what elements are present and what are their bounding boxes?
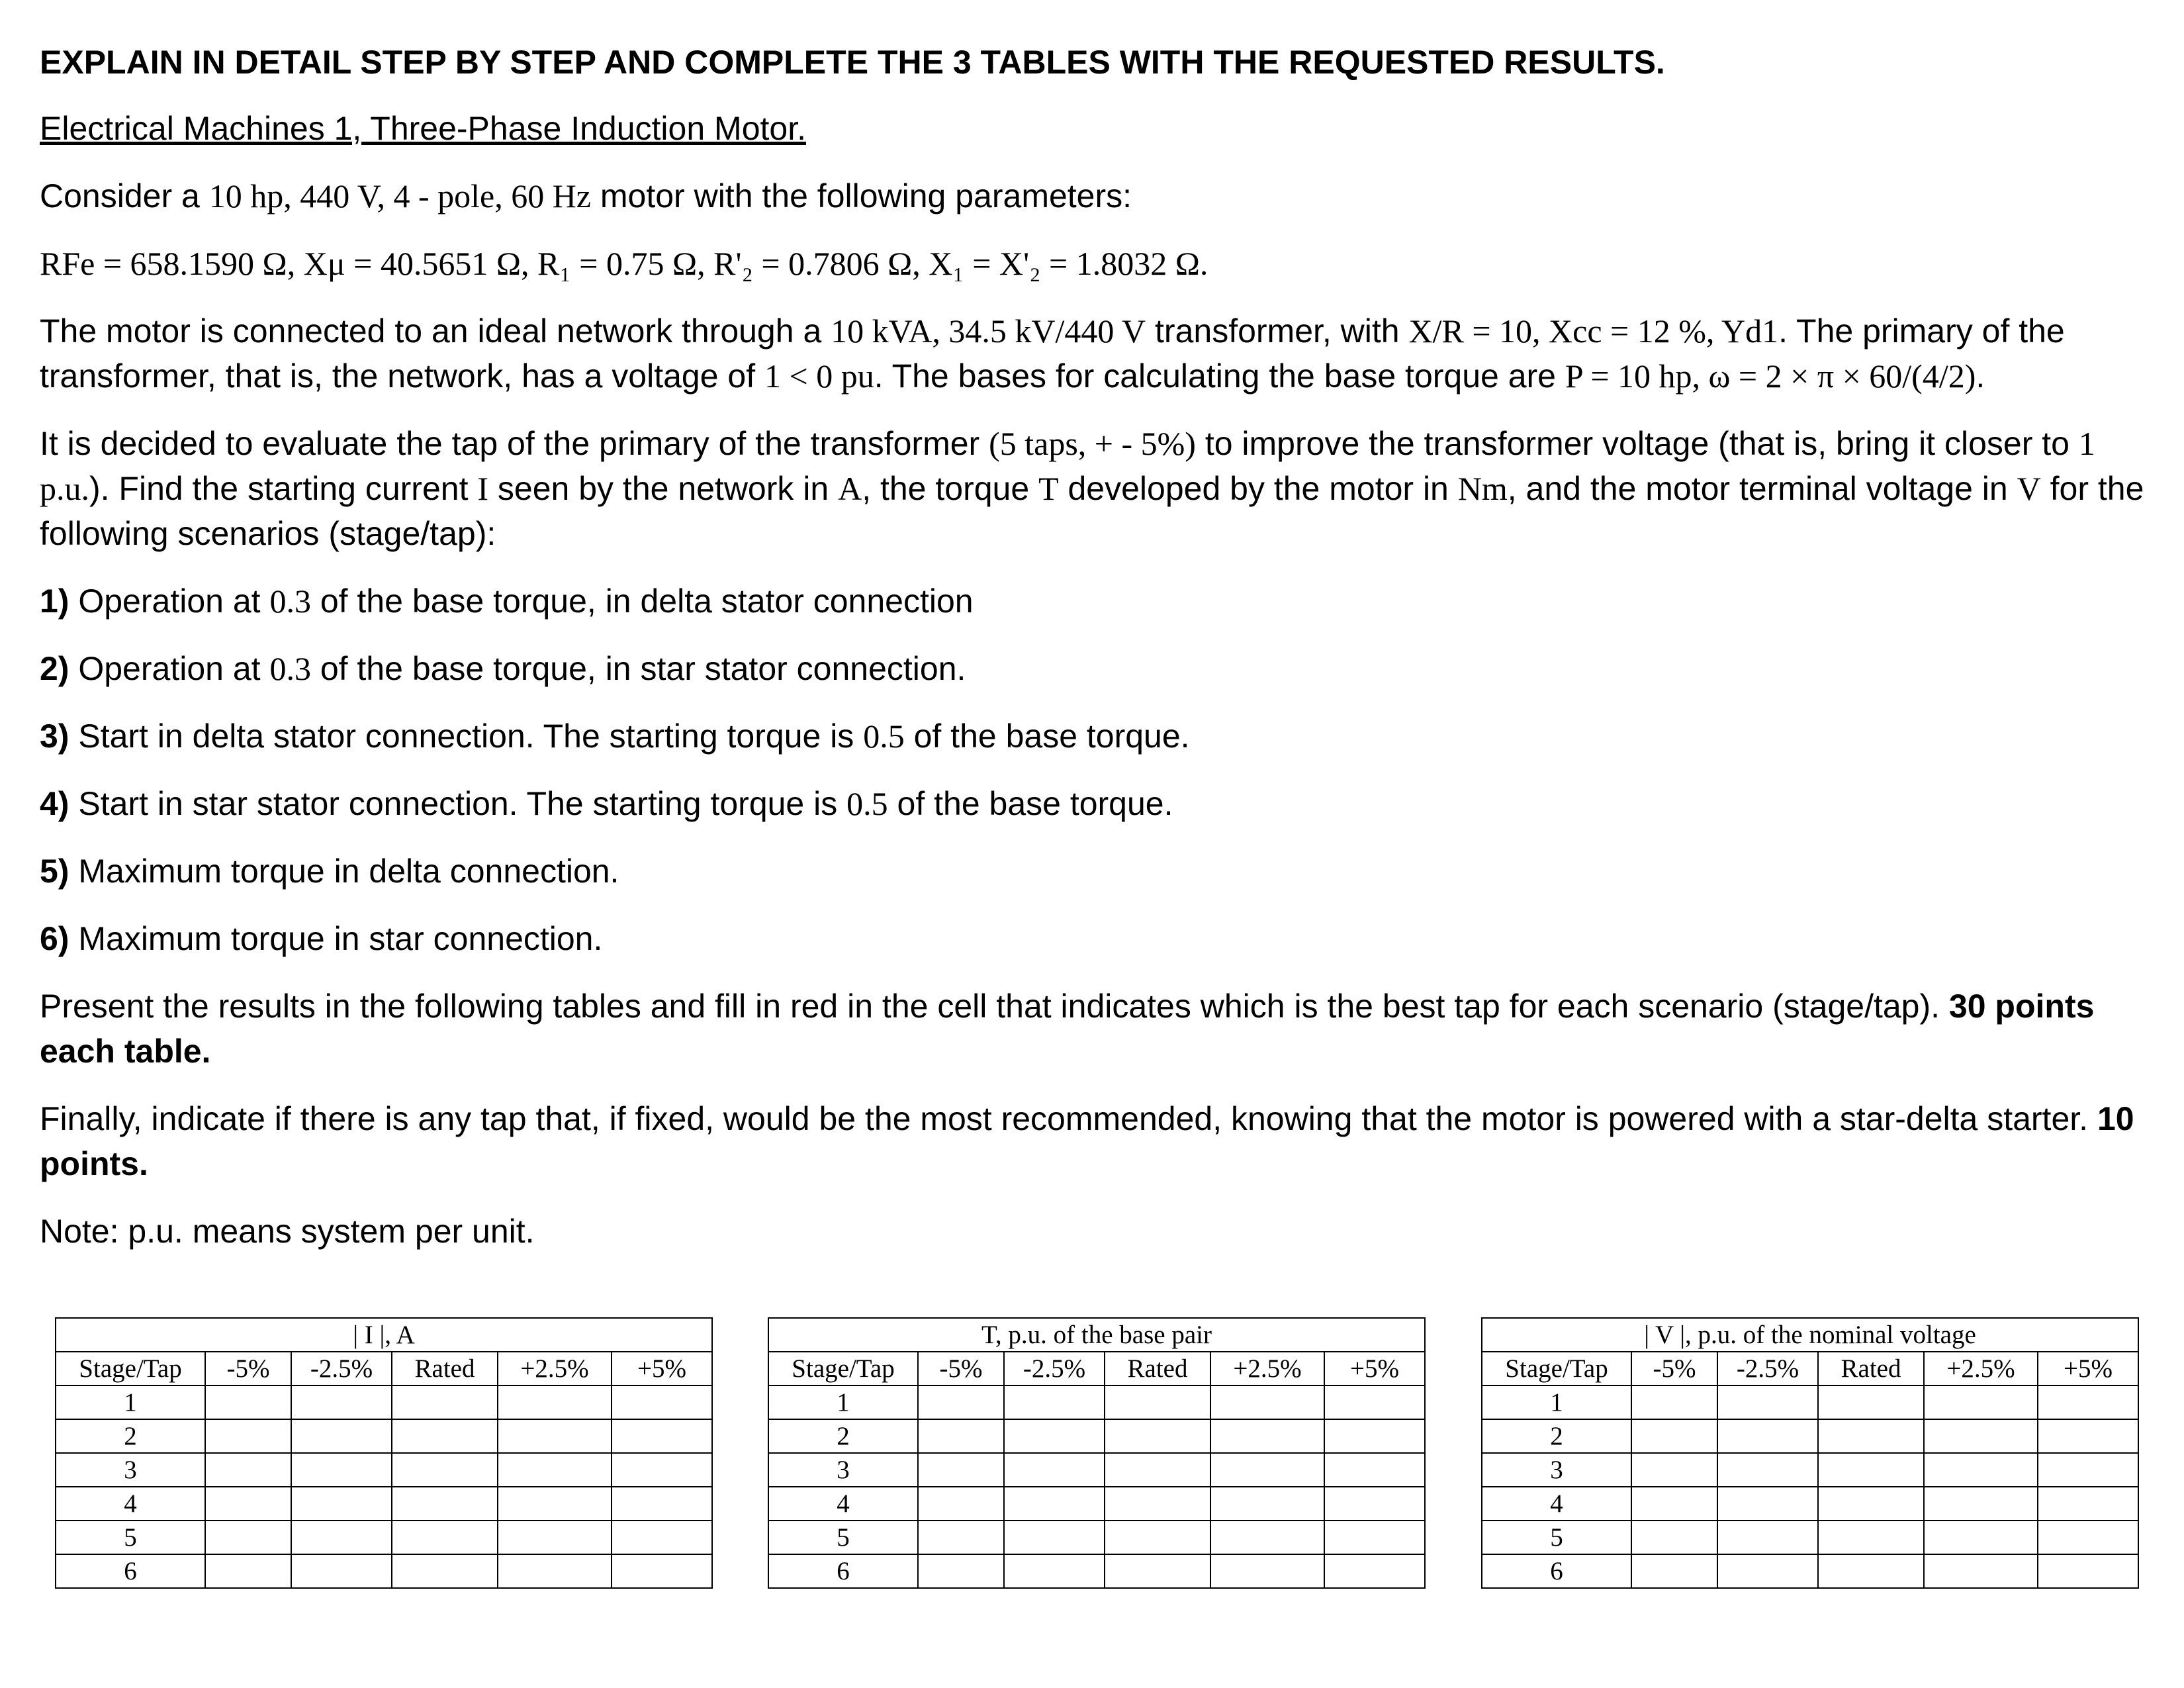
voltage-result-cell[interactable]	[1717, 1419, 1818, 1453]
stage-label: 1	[1482, 1385, 1631, 1419]
network-text-1: The motor is connected to an ideal network through a	[40, 312, 831, 350]
current-result-cell[interactable]	[291, 1487, 392, 1521]
torque-result-cell[interactable]	[1324, 1521, 1425, 1554]
current-result-cell[interactable]	[205, 1453, 291, 1487]
current-column-header: +2.5%	[498, 1352, 612, 1385]
current-result-cell[interactable]	[498, 1385, 612, 1419]
current-result-cell[interactable]	[291, 1385, 392, 1419]
tap-target: 1 p.u.	[40, 425, 2095, 507]
torque-result-cell[interactable]	[1004, 1453, 1105, 1487]
current-result-cell[interactable]	[612, 1521, 712, 1554]
stage-label: 2	[1482, 1419, 1631, 1453]
scenario-text-end: of the base torque, in star stator connection.	[310, 650, 966, 687]
torque-result-cell[interactable]	[1105, 1554, 1210, 1588]
final-text: Finally, indicate if there is any tap that, if fixed, would be the most recommended, knowing that the motor is powered with a star-delta starter.	[40, 1100, 2097, 1137]
motor-parameters: RFe = 658.1590 Ω, Xμ = 40.5651 Ω, R₁ = 0.75 Ω, R'₂ = 0.7806 Ω, X₁ = X'₂ = 1.8032 Ω.	[40, 245, 1208, 282]
torque-column-header: +5%	[1324, 1352, 1425, 1385]
torque-result-cell[interactable]	[918, 1554, 1004, 1588]
torque-result-cell[interactable]	[1324, 1453, 1425, 1487]
current-result-cell[interactable]	[612, 1453, 712, 1487]
torque-result-cell[interactable]	[1105, 1385, 1210, 1419]
torque-result-cell[interactable]	[1004, 1521, 1105, 1554]
stage-label: 4	[56, 1487, 205, 1521]
voltage-result-cell[interactable]	[2038, 1419, 2138, 1453]
torque-result-cell[interactable]	[918, 1487, 1004, 1521]
current-result-cell[interactable]	[392, 1385, 498, 1419]
stage-label: 6	[1482, 1554, 1631, 1588]
scenario-4	[40, 781, 2154, 826]
voltage-result-cell[interactable]	[2038, 1554, 2138, 1588]
torque-result-cell[interactable]	[918, 1521, 1004, 1554]
scenario-number: 6)	[40, 920, 69, 957]
note: Note: p.u. means system per unit.	[40, 1213, 535, 1250]
network-text-4: . The bases for calculating the base torque are	[874, 357, 1565, 395]
unit-amp: A	[838, 470, 862, 507]
voltage-result-cell[interactable]	[1717, 1521, 1818, 1554]
stage-label: 1	[768, 1385, 918, 1419]
stage-label: 6	[768, 1554, 918, 1588]
network-text-3: . The primary of the transformer, that is, the network, has a voltage of	[40, 312, 2065, 395]
current-result-cell[interactable]	[205, 1419, 291, 1453]
voltage-result-cell[interactable]	[1924, 1521, 2038, 1554]
current-column-header: Stage/Tap	[56, 1352, 205, 1385]
present-points: 30 points each table.	[40, 988, 2095, 1070]
voltage-column-header: Stage/Tap	[1482, 1352, 1631, 1385]
unit-nm: Nm	[1457, 470, 1508, 507]
table-row	[1482, 1521, 2138, 1554]
stage-label: 4	[1482, 1487, 1631, 1521]
current-result-cell[interactable]	[392, 1554, 498, 1588]
document-page	[40, 40, 2154, 1254]
voltage-result-cell[interactable]	[1818, 1487, 1924, 1521]
torque-result-cell[interactable]	[918, 1453, 1004, 1487]
torque-result-cell[interactable]	[1105, 1453, 1210, 1487]
voltage-result-cell[interactable]	[2038, 1453, 2138, 1487]
scenario-text: Operation at	[69, 650, 270, 687]
table-row	[1482, 1554, 2138, 1588]
current-result-cell[interactable]	[291, 1419, 392, 1453]
voltage-result-cell[interactable]	[1717, 1385, 1818, 1419]
current-result-cell[interactable]	[498, 1521, 612, 1554]
scenario-6	[40, 916, 2154, 961]
present-text: Present the results in the following tables and fill in red in the cell that indicates which is the best tap for each scenario (stage/tap).	[40, 988, 1949, 1025]
torque-column-header: -2.5%	[1004, 1352, 1105, 1385]
voltage-result-cell[interactable]	[1924, 1385, 2038, 1419]
transformer-params: X/R = 10, Xcc = 12 %, Yd1	[1408, 312, 1779, 350]
table-row	[1482, 1385, 2138, 1419]
table-row	[768, 1487, 1425, 1521]
tap-text-2: to improve the transformer voltage (that is, bring it closer to	[1195, 425, 2079, 462]
base-torque-bases: P = 10 hp, ω = 2 × π × 60/(4/2)	[1565, 357, 1976, 395]
table-row	[56, 1419, 712, 1453]
current-result-cell[interactable]	[498, 1487, 612, 1521]
scenario-text-end: of the base torque.	[904, 718, 1190, 755]
network-text-2: transformer, with	[1146, 312, 1409, 350]
scenario-text: Start in delta stator connection. The starting torque is	[69, 718, 864, 755]
scenario-number: 4)	[40, 785, 69, 822]
torque-result-cell[interactable]	[1324, 1554, 1425, 1588]
symbol-current: I	[477, 470, 489, 507]
torque-column-header: +2.5%	[1210, 1352, 1324, 1385]
stage-label: 5	[56, 1521, 205, 1554]
table-row	[56, 1385, 712, 1419]
scenario-text: Start in star stator connection. The starting torque is	[69, 785, 847, 822]
current-result-cell[interactable]	[392, 1521, 498, 1554]
torque-column-header: Stage/Tap	[768, 1352, 918, 1385]
torque-table	[768, 1317, 1426, 1589]
voltage-column-header: Rated	[1818, 1352, 1924, 1385]
stage-label: 2	[768, 1419, 918, 1453]
voltage-result-cell[interactable]	[1924, 1453, 2038, 1487]
current-result-cell[interactable]	[612, 1554, 712, 1588]
voltage-result-cell[interactable]	[2038, 1385, 2138, 1419]
course-subtitle: Electrical Machines 1, Three-Phase Induction Motor.	[40, 110, 806, 147]
current-result-cell[interactable]	[205, 1554, 291, 1588]
current-column-header: -5%	[205, 1352, 291, 1385]
tap-paragraph	[40, 421, 2154, 556]
stage-label: 2	[56, 1419, 205, 1453]
voltage-result-cell[interactable]	[2038, 1487, 2138, 1521]
scenario-text: Maximum torque in star connection.	[69, 920, 603, 957]
scenario-text-end: of the base torque, in delta stator connection	[310, 583, 974, 620]
stage-label: 3	[768, 1453, 918, 1487]
torque-column-header: -5%	[918, 1352, 1004, 1385]
torque-column-header: Rated	[1105, 1352, 1210, 1385]
torque-result-cell[interactable]	[1210, 1554, 1324, 1588]
current-result-cell[interactable]	[205, 1521, 291, 1554]
tap-text-5: , the torque	[862, 470, 1039, 507]
torque-result-cell[interactable]	[1105, 1521, 1210, 1554]
tap-text-7: , and the motor terminal voltage in	[1507, 470, 2017, 507]
current-column-header: Rated	[392, 1352, 498, 1385]
torque-result-cell[interactable]	[1004, 1385, 1105, 1419]
current-table	[55, 1317, 713, 1589]
voltage-column-header: +2.5%	[1924, 1352, 2038, 1385]
torque-result-cell[interactable]	[1210, 1385, 1324, 1419]
tap-text-1: It is decided to evaluate the tap of the primary of the transformer	[40, 425, 989, 462]
stage-label: 3	[1482, 1453, 1631, 1487]
current-result-cell[interactable]	[612, 1385, 712, 1419]
scenario-number: 5)	[40, 853, 69, 890]
current-caption: | I |, A	[56, 1318, 712, 1352]
voltage-result-cell[interactable]	[1924, 1487, 2038, 1521]
scenario-3	[40, 714, 2154, 759]
current-result-cell[interactable]	[392, 1487, 498, 1521]
present-instructions	[40, 984, 2154, 1074]
voltage-column-header: +5%	[2038, 1352, 2138, 1385]
tap-range: (5 taps, + - 5%)	[989, 425, 1196, 462]
voltage-result-cell[interactable]	[2038, 1521, 2138, 1554]
voltage-result-cell[interactable]	[1818, 1554, 1924, 1588]
voltage-result-cell[interactable]	[1924, 1554, 2038, 1588]
scenario-1	[40, 579, 2154, 624]
intro-text-end: motor with the following parameters:	[591, 177, 1132, 214]
torque-result-cell[interactable]	[1210, 1521, 1324, 1554]
scenario-value: 0.3	[269, 583, 311, 620]
tap-text-8: for the following scenarios (stage/tap):	[40, 470, 2144, 552]
unit-volt: V	[2017, 470, 2041, 507]
results-tables	[0, 1317, 2184, 1595]
scenario-number: 1)	[40, 583, 69, 620]
current-result-cell[interactable]	[498, 1419, 612, 1453]
current-column-header: +5%	[612, 1352, 712, 1385]
current-result-cell[interactable]	[291, 1554, 392, 1588]
tap-text-3: ). Find the starting current	[89, 470, 478, 507]
voltage-result-cell[interactable]	[1818, 1419, 1924, 1453]
voltage-result-cell[interactable]	[1924, 1419, 2038, 1453]
voltage-result-cell[interactable]	[1631, 1554, 1717, 1588]
current-result-cell[interactable]	[392, 1419, 498, 1453]
torque-result-cell[interactable]	[1105, 1419, 1210, 1453]
voltage-result-cell[interactable]	[1631, 1419, 1717, 1453]
tap-text-4: seen by the network in	[488, 470, 839, 507]
scenario-2	[40, 646, 2154, 691]
torque-result-cell[interactable]	[1004, 1554, 1105, 1588]
torque-result-cell[interactable]	[1324, 1385, 1425, 1419]
table-row	[768, 1419, 1425, 1453]
table-row	[768, 1554, 1425, 1588]
torque-result-cell[interactable]	[1004, 1487, 1105, 1521]
voltage-column-header: -2.5%	[1717, 1352, 1818, 1385]
voltage-result-cell[interactable]	[1717, 1554, 1818, 1588]
torque-result-cell[interactable]	[918, 1385, 1004, 1419]
torque-caption: T, p.u. of the base pair	[768, 1318, 1425, 1352]
current-result-cell[interactable]	[205, 1487, 291, 1521]
current-result-cell[interactable]	[498, 1554, 612, 1588]
voltage-result-cell[interactable]	[1631, 1453, 1717, 1487]
torque-result-cell[interactable]	[1004, 1419, 1105, 1453]
transformer-rating: 10 kVA, 34.5 kV/440 V	[831, 312, 1146, 350]
table-row	[56, 1521, 712, 1554]
motor-intro	[40, 173, 2154, 218]
scenario-number: 3)	[40, 718, 69, 755]
table-row	[768, 1521, 1425, 1554]
torque-result-cell[interactable]	[1324, 1419, 1425, 1453]
table-row	[1482, 1487, 2138, 1521]
voltage-result-cell[interactable]	[1818, 1385, 1924, 1419]
scenario-text: Operation at	[69, 583, 270, 620]
scenario-number: 2)	[40, 650, 69, 687]
final-points: 10 points.	[40, 1100, 2134, 1182]
stage-label: 5	[1482, 1521, 1631, 1554]
current-result-cell[interactable]	[205, 1385, 291, 1419]
symbol-torque: T	[1038, 470, 1059, 507]
scenario-value: 0.5	[846, 785, 888, 822]
tap-text-6: developed by the motor in	[1058, 470, 1458, 507]
scenario-value: 0.5	[863, 718, 905, 755]
torque-result-cell[interactable]	[918, 1419, 1004, 1453]
current-column-header: -2.5%	[291, 1352, 392, 1385]
voltage-result-cell[interactable]	[1717, 1453, 1818, 1487]
network-voltage: 1 < 0 pu	[764, 357, 874, 395]
network-paragraph	[40, 308, 2154, 399]
table-row	[1482, 1419, 2138, 1453]
voltage-result-cell[interactable]	[1631, 1385, 1717, 1419]
current-result-cell[interactable]	[612, 1419, 712, 1453]
intro-text: Consider a	[40, 177, 209, 214]
voltage-caption: | V |, p.u. of the nominal voltage	[1482, 1318, 2138, 1352]
voltage-result-cell[interactable]	[1818, 1453, 1924, 1487]
voltage-table	[1481, 1317, 2139, 1589]
network-text-5: .	[1976, 357, 1985, 395]
current-result-cell[interactable]	[392, 1453, 498, 1487]
stage-label: 5	[768, 1521, 918, 1554]
voltage-result-cell[interactable]	[1818, 1521, 1924, 1554]
scenario-text: Maximum torque in delta connection.	[69, 853, 619, 890]
table-row	[768, 1453, 1425, 1487]
table-row	[768, 1385, 1425, 1419]
scenario-value: 0.3	[269, 650, 311, 687]
torque-result-cell[interactable]	[1210, 1453, 1324, 1487]
table-row	[56, 1487, 712, 1521]
current-result-cell[interactable]	[291, 1453, 392, 1487]
table-row	[56, 1554, 712, 1588]
stage-label: 6	[56, 1554, 205, 1588]
final-instructions	[40, 1096, 2154, 1186]
voltage-result-cell[interactable]	[1631, 1521, 1717, 1554]
torque-result-cell[interactable]	[1324, 1487, 1425, 1521]
scenario-text-end: of the base torque.	[887, 785, 1173, 822]
voltage-column-header: -5%	[1631, 1352, 1717, 1385]
stage-label: 4	[768, 1487, 918, 1521]
motor-rating: 10 hp, 440 V, 4 - pole, 60 Hz	[208, 177, 591, 214]
table-row	[56, 1453, 712, 1487]
stage-label: 3	[56, 1453, 205, 1487]
current-result-cell[interactable]	[612, 1487, 712, 1521]
table-row	[1482, 1453, 2138, 1487]
torque-result-cell[interactable]	[1210, 1419, 1324, 1453]
voltage-result-cell[interactable]	[1631, 1487, 1717, 1521]
assignment-title: EXPLAIN IN DETAIL STEP BY STEP AND COMPLETE THE 3 TABLES WITH THE REQUESTED RESULTS.	[40, 44, 1665, 81]
scenario-5	[40, 849, 2154, 894]
current-result-cell[interactable]	[291, 1521, 392, 1554]
stage-label: 1	[56, 1385, 205, 1419]
voltage-result-cell[interactable]	[1717, 1487, 1818, 1521]
current-result-cell[interactable]	[498, 1453, 612, 1487]
torque-result-cell[interactable]	[1105, 1487, 1210, 1521]
torque-result-cell[interactable]	[1210, 1487, 1324, 1521]
